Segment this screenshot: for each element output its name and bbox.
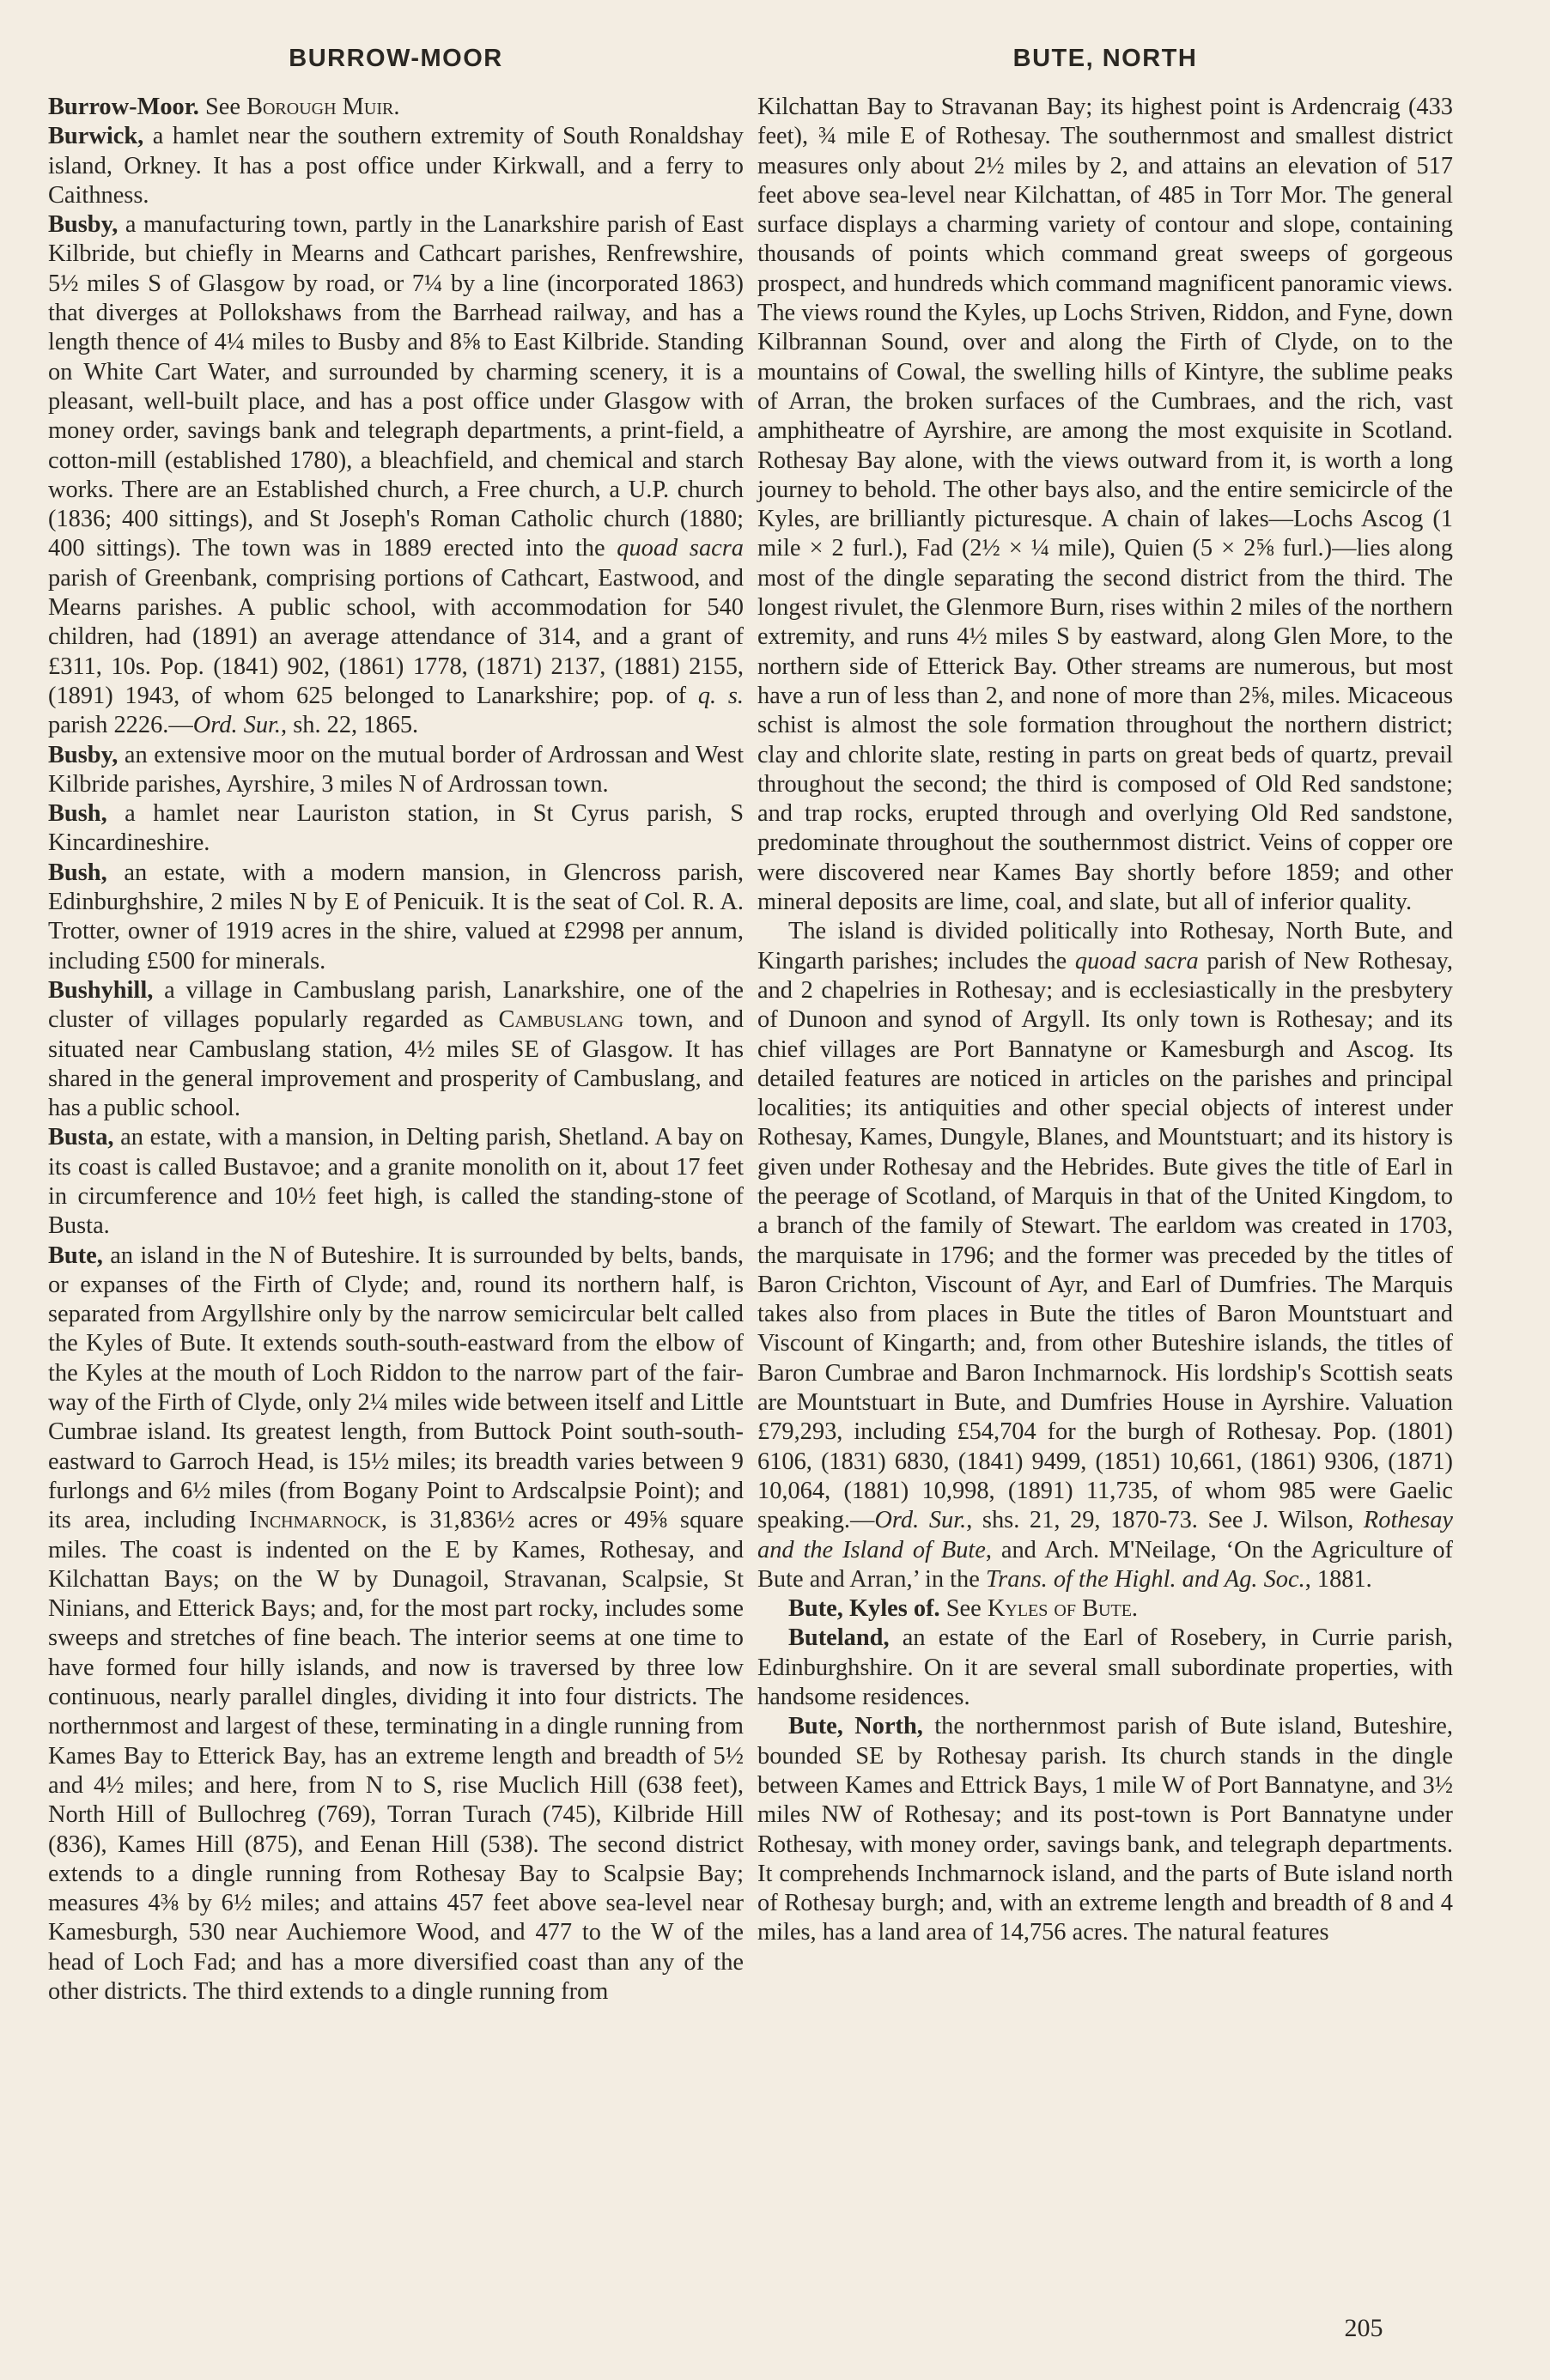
headword: Bush, xyxy=(48,859,107,886)
entry-bush-estate xyxy=(48,859,744,976)
entry-text: The island is divided politically into Rothesay, North Bute, and Kingarth parishes; includes the xyxy=(757,918,1453,974)
italic-text: quoad sacra xyxy=(617,535,744,562)
entry-bute-politics xyxy=(757,917,1453,1594)
entry-text: , sh. 22, 1865. xyxy=(281,712,419,739)
headword: Bush, xyxy=(48,800,107,828)
headword: Busta, xyxy=(48,1124,114,1151)
cross-reference: Cambuslang xyxy=(498,1006,624,1034)
entry-text: parish 2226.— xyxy=(48,712,193,739)
cross-reference: Kyles of Bute xyxy=(987,1595,1132,1623)
headword: Buteland, xyxy=(788,1624,890,1652)
entry-text: an estate, with a modern mansion, in Glencross parish, Edinburghshire, 2 miles N by E of Penicuik. It is the seat of Col. R. A. Trotter, owner of 1919 acres in the shire, valued at £2998 per annum, including £500 for minerals. xyxy=(48,859,744,974)
entry-text: , is 31,836½ acres or 49⅝ square miles. The coast is indented on the E by Kames, Rothesay, and Kilchattan Bays; on the W by Dunagoil, Stravanan, Scalpsie, St Ninians, and Etterick Bays; and, for the most part rocky, includes some sweeps and stretches of fine beach. The interior seems at one time to have formed four hilly islands, and now is traversed by three low continuous, nearly parallel dingles, dividing it into four districts. The northernmost and largest of these, terminating in a dingle running from Kames Bay to Etterick Bay, has an extreme length and breadth of 5½ and 4½ miles; and here, from N to S, rise Muclich Hill (638 feet), North Hill of Bullochreg (769), Torran Turach (745), Kilbride Hill (836), Kames Hill (875), and Eenan Hill (538). The second district extends to a dingle running from Rothesay Bay to Scalpsie Bay; measures 4⅜ by 6½ miles; and attains 457 feet above sea-level near Kamesburgh, 530 near Auchiemore Wood, and 477 to the W of the head of Loch Fad; and has a more diversified coast than any of the other districts. The third extends to a dingle running from xyxy=(48,1507,744,2005)
italic-text: Ord. Sur. xyxy=(874,1507,967,1534)
entry-text: a hamlet near Lauriston station, in St Cyrus parish, S Kincardineshire. xyxy=(48,800,744,857)
right-column xyxy=(757,93,1453,1948)
entry-text: a hamlet near the southern extremity of South Ronaldshay island, Orkney. It has a post office under Kirkwall, and a ferry to Caithness. xyxy=(48,123,744,209)
entry-bute xyxy=(48,1242,744,2007)
headword: Bute, Kyles of. xyxy=(788,1595,940,1623)
entry-text: . xyxy=(1131,1595,1139,1623)
entry-buteland xyxy=(757,1624,1453,1712)
italic-text: q. s. xyxy=(697,682,744,709)
entry-text: an estate of the Earl of Rosebery, in Currie parish, Edinburghshire. On it are several small subordinate properties, with handsome residences. xyxy=(757,1624,1453,1711)
entry-text: an extensive moor on the mutual border of Ardrossan and West Kilbride parishes, Ayrshire, 3 miles N of Ardrossan town. xyxy=(48,741,744,798)
italic-text: Ord. Sur. xyxy=(192,712,282,739)
entry-text: , and Arch. M'Neilage, ‘On the Agriculture of Bute and Arran,’ in the xyxy=(757,1536,1453,1593)
headword: Burrow-Moor. xyxy=(48,94,199,120)
running-head-left: BURROW-MOOR xyxy=(289,45,503,72)
headword: Busby, xyxy=(48,211,119,239)
running-head-right: BUTE, NORTH xyxy=(1012,45,1198,72)
left-column xyxy=(48,93,744,2007)
headword: Bushyhill, xyxy=(48,976,154,1004)
entry-bute-north xyxy=(757,1712,1453,1947)
headword: Bute, North, xyxy=(788,1713,923,1740)
entry-burwick xyxy=(48,122,744,210)
entry-busby-town xyxy=(48,210,744,740)
headword: Busby, xyxy=(48,741,119,768)
entry-text: the northernmost parish of Bute island, Buteshire, bounded SE by Rothesay parish. Its church stands in the dingle between Kames and Ettrick Bays, 1 mile W of Port Bannatyne, and 3½ miles NW of Rothesay; and its post-town is Port Bannatyne under Rothesay, with money order, savings bank, and telegraph departments. It comprehends Inchmarnock island, and the parts of Bute island north of Rothesay burgh; and, with an extreme length and breadth of 8 and 4 miles, has a land area of 14,756 acres. The natural features xyxy=(757,1713,1453,1946)
italic-text: Trans. of the Highl. and Ag. Soc. xyxy=(985,1565,1305,1593)
italic-text: Rothesay and the Island of Bute xyxy=(757,1507,1453,1563)
entry-text: parish of New Rothesay, and 2 chapelries in Rothesay; and is ecclesiastically in the presbytery of Dunoon and synod of Argyll. Its only town is Rothesay; and its chief villages are Port Bannatyne or Kamesburgh and Ascog. Its detailed features are noticed in articles on the parishes and principal localities; its antiquities and other special objects of interest under Rothesay, Kames, Dungyle, Blanes, and Mountstuart; and its history is given under Rothesay and the Hebrides. Bute gives the title of Earl in the peerage of Scotland, of Marquis in that of the United Kingdom, to a branch of the family of Stewart. The earldom was created in 1703, the marquisate in 1796; and the former was preceded by the titles of Baron Crichton, Viscount of Ayr, and Earl of Dumfries. The Marquis takes also from places in Bute the titles of Baron Mountstuart and Viscount of Kingarth; and, from other Buteshire islands, the titles of Baron Cumbrae and Baron Inchmarnock. His lordship's Scottish seats are Mountstuart in Bute, and Dumfries House in Ayrshire. Valuation £79,293, including £54,704 for the burgh of Rothesay. Pop. (1801) 6106, (1831) 6830, (1841) 9499, (1851) 10,661, (1861) 9306, (1871) 10,064, (1881) 10,998, (1891) 11,735, of whom 985 were Gaelic speaking.— xyxy=(757,947,1453,1534)
entry-text: , shs. 21, 29, 1870-73. See J. Wilson, xyxy=(966,1507,1364,1534)
page-number: 205 xyxy=(1344,2314,1383,2342)
entry-burrow-moor xyxy=(48,93,744,122)
entry-text: See xyxy=(198,94,247,120)
entry-bushyhill xyxy=(48,976,744,1123)
entry-text: a village in Cambuslang parish, Lanarkshire, one of the cluster of villages popularly regarded as xyxy=(48,976,744,1034)
entry-text: town, and situated near Cambuslang station, 4½ miles SE of Glasgow. It has shared in the general improvement and prosperity of Cambuslang, and has a public school. xyxy=(48,1006,744,1122)
cross-reference: Borough Muir xyxy=(246,94,394,120)
entry-text: . xyxy=(393,94,400,120)
entry-busby-moor xyxy=(48,741,744,800)
entry-busta xyxy=(48,1123,744,1241)
entry-bush-hamlet xyxy=(48,799,744,859)
headword: Burwick, xyxy=(48,123,144,150)
cross-reference: Inchmarnock xyxy=(248,1507,381,1534)
entry-text: Kilchattan Bay to Stravanan Bay; its highest point is Ardencraig (433 feet), ¾ mile E of Rothesay. The southernmost and smallest district measures only about 2½ miles by 2, and attains an elevation of 517 feet above sea-level near Kilchattan, of 485 in Torr Mor. The general surface displays a charming variety of contour and slope, containing thousands of points which command great sweeps of gorgeous prospect, and hundreds which command magnificent panoramic views. The views round the Kyles, up Lochs Striven, Riddon, and Fyne, down Kilbrannan Sound, over and along the Firth of Clyde, on to the mountains of Cowal, the swelling hills of Kintyre, the sublime peaks of Arran, the broken surfaces of the Cumbraes, and the rich, vast amphitheatre of Ayrshire, are among the most exquisite in Scotland. Rothesay Bay alone, with the views outward from it, is worth a long journey to behold. The other bays also, and the entire semicircle of the Kyles, are brilliantly picturesque. A chain of lakes—Lochs Ascog (1 mile × 2 furl.), Fad (2½ × ¼ mile), Quien (5 × 2⅝ furl.)—lies along most of the dingle separating the second district from the third. The longest rivulet, the Glenmore Burn, rises within 2 miles of the northern extremity, and runs 4½ miles S by eastward, along Glen More, to the northern side of Etterick Bay. Other streams are numerous, but most have a run of less than 2, and none of more than 2⅝, miles. Micaceous schist is almost the sole formation throughout the northern district; clay and chlorite slate, resting in parts on great beds of quartz, prevail throughout the second; the third is composed of Old Red sandstone; and trap rocks, erupted through and overlying Old Red sandstone, predominate throughout the southernmost district. Veins of copper ore were discovered near Kames Bay shortly before 1859; and other mineral deposits are lime, coal, and slate, but all of inferior quality. xyxy=(757,94,1453,916)
italic-text: quoad sacra xyxy=(1074,947,1199,974)
entry-text: an estate, with a mansion, in Delting parish, Shetland. A bay on its coast is called Bustavoe; and a granite monolith on it, about 17 feet in circumference and 10½ feet high, is called the standing-stone of Busta. xyxy=(48,1124,744,1240)
entry-bute-continued xyxy=(757,93,1453,917)
entry-text: a manufacturing town, partly in the Lanarkshire parish of East Kilbride, but chiefly in Mearns and Cathcart parishes, Renfrewshire, 5½ miles S of Glasgow by road, or 7¼ by a line (incorporated 1863) that diverges at Pollokshaws from the Barrhead railway, and has a length thence of 4¼ miles to Busby and 8⅝ to East Kilbride. Standing on White Cart Water, and surrounded by charming scenery, it is a pleasant, well-built place, and has a post office under Glasgow with money order, savings bank and telegraph departments, a print-field, a cotton-mill (established 1780), a bleachfield, and chemical and starch works. There are an Established church, a Free church, a U.P. church (1836; 400 sittings), and St Joseph's Roman Catholic church (1880; 400 sittings). The town was in 1889 erected into the xyxy=(48,211,744,562)
entry-text: parish of Greenbank, comprising portions of Cathcart, Eastwood, and Mearns parishes. A public school, with accommodation for 540 children, had (1891) an average attendance of 314, and a grant of £311, 10s. Pop. (1841) 902, (1861) 1778, (1871) 2137, (1881) 2155, (1891) 1943, of whom 625 belonged to Lanarkshire; pop. of xyxy=(48,564,744,709)
entry-text: , 1881. xyxy=(1304,1565,1372,1593)
entry-bute-kyles xyxy=(757,1594,1453,1624)
entry-text: an island in the N of Buteshire. It is surrounded by belts, bands, or expanses of the Firth of Clyde; and, round its northern half, is separated from Argyllshire only by the narrow semicircular belt called the Kyles of Bute. It extends south-south-eastward from the elbow of the Kyles at the mouth of Loch Riddon to the narrow part of the fair-way of the Firth of Clyde, only 2¼ miles wide between itself and Little Cumbrae island. Its greatest length, from Buttock Point south-south-eastward to Garroch Head, is 15½ miles; its breadth varies between 9 furlongs and 6½ miles (from Bogany Point to Ardscalpsie Point); and its area, including xyxy=(48,1242,744,1534)
entry-text: See xyxy=(939,1595,988,1623)
headword: Bute, xyxy=(48,1242,103,1269)
